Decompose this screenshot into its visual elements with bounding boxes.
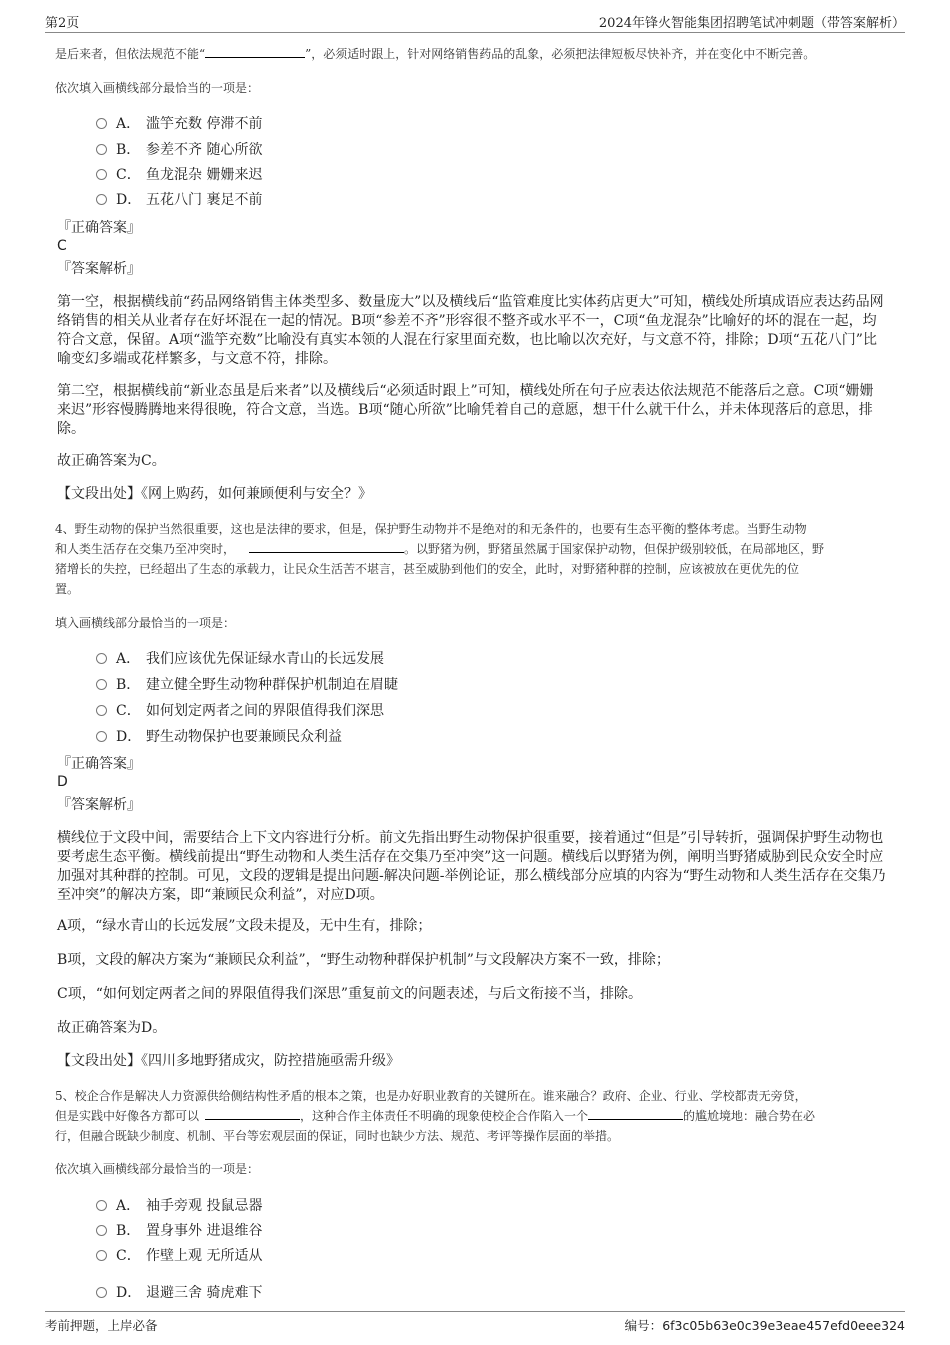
q4-source: 【文段出处】《四川多地野猪成灾，防控措施亟需升级》 — [57, 1053, 400, 1069]
blank-1 — [249, 540, 404, 553]
document-title: 2024年锋火智能集团招聘笔试冲刺题（带答案解析） — [598, 16, 905, 31]
q3-option-c[interactable]: C． 鱼龙混杂 姗姗来迟 — [96, 165, 262, 185]
page-number: 第2页 — [45, 16, 80, 31]
footer-slogan: 考前押题，上岸必备 — [45, 1318, 158, 1333]
q4-analysis-a: A项，“绿水青山的长远发展”文段未提及，无中生有，排除； — [57, 918, 432, 934]
q4-option-b[interactable]: B． 建立健全野生动物种群保护机制迫在眉睫 — [96, 675, 398, 695]
radio-icon[interactable] — [96, 194, 107, 205]
radio-icon[interactable] — [96, 144, 107, 155]
q5-prompt: 依次填入画横线部分最恰当的一项是： — [55, 1162, 260, 1176]
q3-answer: C — [57, 238, 67, 254]
q3-stem-tail: 是后来者，但依法规范不能“ ”，必须适时跟上，针对网络销售药品的乱象，必须把法律短板尽快补齐，并在变化中不断完善。 — [55, 47, 816, 61]
q4-option-a[interactable]: A． 我们应该优先保证绿水青山的长远发展 — [96, 649, 384, 669]
q4-option-d[interactable]: D． 野生动物保护也要兼顾民众利益 — [96, 727, 342, 747]
q3-analysis-p2: 第二空，根据横线前“新业态虽是后来者”以及横线后“必须适时跟上”可知，横线处所在句子应表达依法规范不能落后之意。C项“姗姗来迟”形容慢腾腾地来得很晚，符合文意，当选。B项“随心所欲”比喻凭着自己的意愿，想干什么就干什么，并未体现落后的意思，排除。 — [57, 383, 874, 437]
q3-option-d[interactable]: D． 五花八门 裹足不前 — [96, 190, 262, 210]
radio-icon[interactable] — [96, 679, 107, 690]
q3-option-b[interactable]: B． 参差不齐 随心所欲 — [96, 140, 262, 160]
q4-analysis-c: C项，“如何划定两者之间的界限值得我们深思”重复前文的问题表述，与后文衔接不当，排除。 — [57, 986, 643, 1002]
blank-1 — [205, 1107, 300, 1120]
q4-prompt: 填入画横线部分最恰当的一项是： — [55, 616, 236, 630]
q3-prompt: 依次填入画横线部分最恰当的一项是： — [55, 81, 260, 95]
radio-icon[interactable] — [96, 1225, 107, 1236]
q4-stem: 4、野生动物的保护当然很重要，这也是法律的要求，但是，保护野生动物并不是绝对的和无条件的，也要有生态平衡的整体考虑。当野生动物 和人类生活存在交集乃至冲突时， 。以野猪为例，野猪虽然属于国家保护动物，但保护级别较低，在局部地区，野 猪增长的失控，已经超出了生态的承载力，让民众生活苦不堪言，甚至威胁到他们的安全，此时，对野猪种群的控制，应该被放在更优先的位 置。 — [55, 522, 825, 596]
q5-option-b[interactable]: B． 置身事外 进退维谷 — [96, 1221, 262, 1241]
q5-stem: 5、校企合作是解决人力资源供给侧结构性矛盾的根本之策，也是办好职业教育的关键所在。谁来融合？政府、企业、行业、学校都责无旁贷， 但是实践中好像各方都可以 ，这种合作主体责任不明确的现象使校企合作陷入一个 的尴尬境地：融合势在必 行，但融合既缺少制度、机制、平台等宏观层面的保证，同时也缺少方法、规范、考评等操作层面的举措。 — [55, 1089, 816, 1143]
q5-option-d[interactable]: D． 退避三舍 骑虎难下 — [96, 1283, 262, 1303]
page-footer — [45, 1311, 905, 1336]
q3-analysis-p1: 第一空，根据横线前“药品网络销售主体类型多、数量庞大”以及横线后“监管难度比实体药店更大”可知，横线处所填成语应表达药品网络销售的相关从业者存在好坏混在一起的情况。B项“参差不齐”形容很不整齐或水平不一，C项“鱼龙混杂”比喻好的坏的混在一起，均符合文意，保留。A项“滥竽充数”比喻没有真实本领的人混在行家里面充数，也比喻以次充好，与文意不符，排除；D项“五花八门”比喻变幻多端或花样繁多，与文意不符，排除。 — [57, 294, 884, 367]
radio-icon[interactable] — [96, 653, 107, 664]
radio-icon[interactable] — [96, 731, 107, 742]
blank-2 — [588, 1107, 683, 1120]
q3-analysis-label: 『答案解析』 — [57, 261, 141, 277]
q5-option-c[interactable]: C． 作壁上观 无所适从 — [96, 1246, 262, 1266]
radio-icon[interactable] — [96, 1250, 107, 1261]
radio-icon[interactable] — [96, 118, 107, 129]
q4-option-c[interactable]: C． 如何划定两者之间的界限值得我们深思 — [96, 701, 384, 721]
q4-analysis-b: B项，文段的解决方案为“兼顾民众利益”，“野生动物种群保护机制”与文段解决方案不一致，排除； — [57, 952, 670, 968]
document-code: 编号：6f3c05b63e0c39e3eae457efd0eee324 — [624, 1318, 905, 1333]
q3-option-a[interactable]: A． 滥竽充数 停滞不前 — [96, 114, 262, 134]
radio-icon[interactable] — [96, 1287, 107, 1298]
q4-answer-label: 『正确答案』 — [57, 756, 141, 772]
radio-icon[interactable] — [96, 705, 107, 716]
q5-option-a[interactable]: A． 袖手旁观 投鼠忌器 — [96, 1196, 262, 1216]
q3-source: 【文段出处】《网上购药，如何兼顾便利与安全？》 — [57, 486, 372, 502]
q4-conclusion: 故正确答案为D。 — [57, 1020, 167, 1036]
q3-conclusion: 故正确答案为C。 — [57, 453, 166, 469]
radio-icon[interactable] — [96, 1200, 107, 1211]
blank-2 — [205, 45, 305, 58]
q4-answer: D — [57, 774, 68, 790]
q4-analysis-p1: 横线位于文段中间，需要结合上下文内容进行分析。前文先指出野生动物保护很重要，接着通过“但是”引导转折，强调保护野生动物也要考虑生态平衡。横线前提出“野生动物和人类生活存在交集乃至冲突”这一问题。横线后以野猪为例，阐明当野猪威胁到民众安全时应加强对其种群的控制。可见，文段的逻辑是提出问题-解决问题-举例论证，那么横线部分应填的内容为“野生动物和人类生活存在交集乃至冲突”的解决方案，即“兼顾民众利益”，对应D项。 — [57, 830, 886, 903]
q3-answer-label: 『正确答案』 — [57, 220, 141, 236]
page-header — [45, 12, 905, 33]
q4-analysis-label: 『答案解析』 — [57, 797, 141, 813]
radio-icon[interactable] — [96, 169, 107, 180]
